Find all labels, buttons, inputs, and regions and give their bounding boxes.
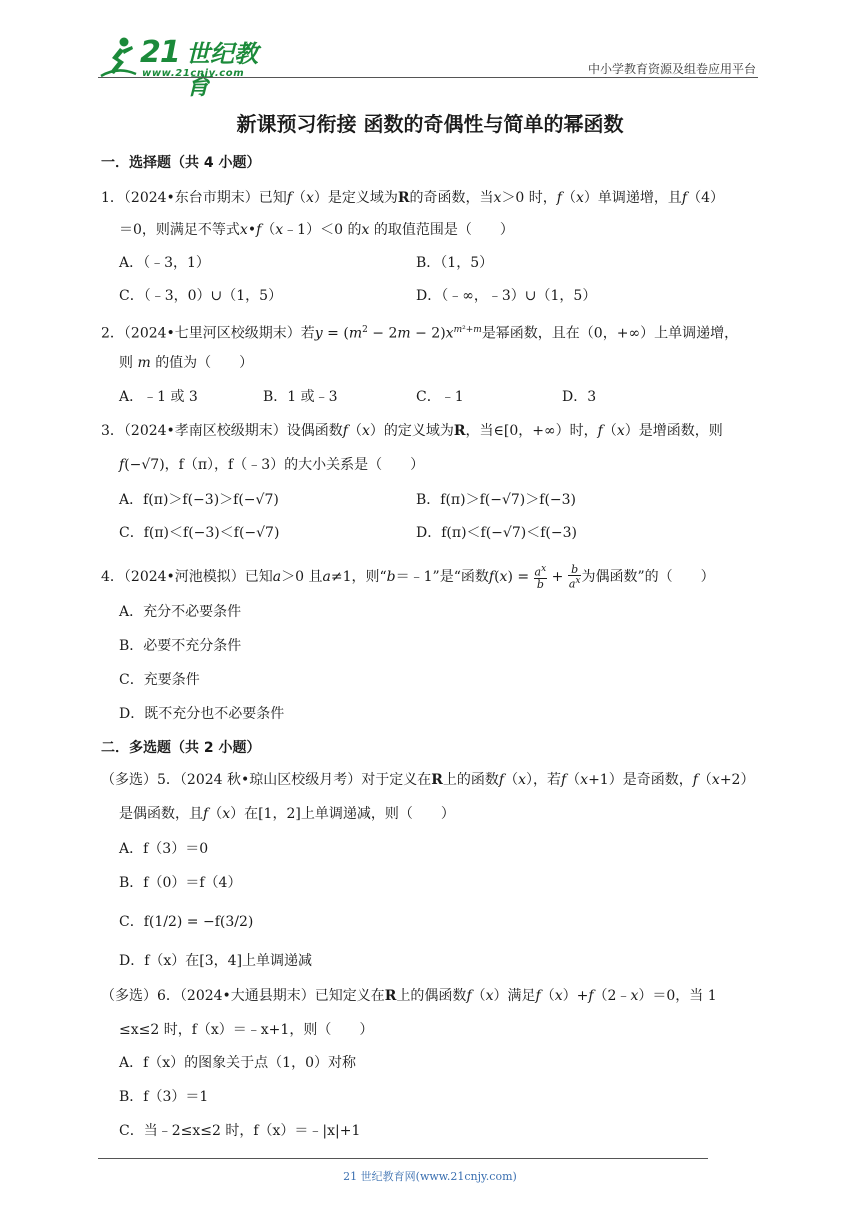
q4-option-d[interactable]: D．既不充分也不必要条件 <box>119 706 285 722</box>
q1-text-a: 1．（2024•东台市期末）已知 <box>101 190 287 206</box>
footer-divider <box>98 1158 708 1159</box>
q2-option-b[interactable]: B．1 或﹣3 <box>263 389 338 405</box>
q5-text-b: 上的函数 <box>442 772 499 788</box>
header-divider <box>98 77 758 78</box>
q2-formula: y <box>314 325 323 342</box>
q1-text-b: 是定义域为 <box>327 190 398 206</box>
q3-text-c: ，当∈[0，+∞）时， <box>465 423 598 439</box>
q2-text-b: 是幂函数，且在（0，+∞）上单调递增， <box>481 325 739 342</box>
page-title: 新课预习衔接 函数的奇偶性与简单的幂函数 <box>236 112 624 136</box>
q6-text-a: （多选）6．（2024•大通县期末）已知定义在 <box>101 988 385 1004</box>
q1-text-i: 的取值范围是（ ） <box>373 222 514 238</box>
question-4-line-1: 4．（2024•河池模拟）已知a＞0 且a≠1，则“b＝﹣1”是“函数f(x) = $\frac{a^x}{b}$ + $\frac{b}{a^x}$ 为偶函数”的（ ） <box>101 563 715 591</box>
q6-option-c[interactable]: C．当﹣2≤x≤2 时，f（x）＝﹣|x|+1 <box>119 1123 361 1139</box>
q3-option-d[interactable]: D．f(π)＜f(−√7)＜f(−3) <box>416 525 577 541</box>
question-3-line-1: 3．（2024•孝南区校级期末）设偶函数f（x）的定义域为R，当∈[0，+∞）时，f（x）是增函数，则 <box>101 423 723 439</box>
q5-text-e: 是偶函数，且 <box>119 806 203 822</box>
q5-text-f: 在[1，2]上单调递减，则（ ） <box>244 806 455 822</box>
q1-text-d: ＞0 时， <box>501 190 557 206</box>
logo-number: 21 <box>140 35 180 70</box>
q1-option-a[interactable]: A．（﹣3，1） <box>119 255 210 271</box>
q5-text-c: ，若 <box>532 772 561 788</box>
q3-text-b: 的定义域为 <box>383 423 454 439</box>
q3-option-b[interactable]: B．f(π)＞f(−√7)＞f(−3) <box>416 492 577 508</box>
section-heading-multi: 二．多选题（共 2 小题） <box>101 740 261 756</box>
q1-text-h: ＜0 的 <box>320 222 362 238</box>
logo-url: www.21cnjy.com <box>142 68 245 79</box>
q4-formula: f <box>488 568 495 585</box>
q4-option-a[interactable]: A．充分不必要条件 <box>119 604 242 620</box>
question-6-line-2: ≤x≤2 时，f（x）＝﹣x+1，则（ ） <box>119 1022 374 1038</box>
q6-text-d: ＝0，当 1 <box>652 988 717 1004</box>
q1-text-f: （4） <box>687 190 724 206</box>
q1-option-d[interactable]: D．（﹣∞，﹣3）∪（1，5） <box>416 288 597 304</box>
q5-text-a: （多选）5．（2024 秋•琼山区校级月考）对于定义在 <box>101 772 432 788</box>
q2-option-c[interactable]: C．﹣1 <box>416 389 464 405</box>
q1-option-b[interactable]: B．（1，5） <box>416 255 494 271</box>
q3-text-a: 3．（2024•孝南区校级期末）设偶函数 <box>101 423 343 439</box>
runner-logo-icon <box>98 36 138 80</box>
question-5-line-2: 是偶函数，且f（x）在[1，2]上单调递减，则（ ） <box>119 806 455 822</box>
q4-text-d: ＝﹣1”是“函数 <box>395 568 489 585</box>
q2-text-a: 2．（2024•七里河区校级期末）若 <box>101 325 315 342</box>
q1-math: f <box>286 190 292 206</box>
footer-text[interactable]: 21 世纪教育网(www.21cnjy.com) <box>343 1170 517 1183</box>
q1-text-g: ＝0，则满足不等式 <box>119 222 240 238</box>
question-6-line-1: （多选）6．（2024•大通县期末）已知定义在R上的偶函数f（x）满足f（x）+f（2﹣x）＝0，当 1 <box>101 988 717 1004</box>
question-2-line-1: 2．（2024•七里河区校级期末）若$y = (m^2 - 2m - 2)x^{m^2+m}$是幂函数，且在（0，+∞）上单调递增， <box>101 325 739 342</box>
q1-text-e: 单调递增，且 <box>597 190 682 206</box>
q2-text-c: 则 <box>119 355 133 371</box>
section-heading-choice: 一．选择题（共 4 小题） <box>101 155 261 171</box>
q4-text-e: 为偶函数”的（ ） <box>581 568 715 585</box>
q1-text-c: 的奇函数，当 <box>409 190 494 206</box>
q4-text-a: 4．（2024•河池模拟）已知 <box>101 568 273 585</box>
q3-option-a[interactable]: A．f(π)＞f(−3)＞f(−√7) <box>119 492 279 508</box>
logo-chinese: 世纪教育 <box>186 40 258 100</box>
q1-option-c[interactable]: C．（﹣3，0）∪（1，5） <box>119 288 283 304</box>
q4-option-b[interactable]: B．必要不充分条件 <box>119 638 242 654</box>
question-5-line-1: （多选）5．（2024 秋•琼山区校级月考）对于定义在R上的函数f（x），若f（x+1）是奇函数，f（x+2） <box>101 772 755 788</box>
q2-text-d: 的值为（ ） <box>155 355 254 371</box>
question-2-line-2: 则 m 的值为（ ） <box>119 355 254 371</box>
q2-option-d[interactable]: D．3 <box>562 389 597 405</box>
q5-option-b[interactable]: B．f（0）＝f（4） <box>119 875 242 891</box>
q4-option-c[interactable]: C．充要条件 <box>119 672 200 688</box>
q6-text-b: 上的偶函数 <box>396 988 467 1004</box>
q5-option-c[interactable]: C．f(1/2) = −f(3/2) <box>119 914 254 930</box>
q4-text-c: ≠1，则“ <box>330 568 387 585</box>
q5-option-d[interactable]: D．f（x）在[3，4]上单调递减 <box>119 953 313 969</box>
question-3-line-2: f(−√7)，f（π），f（﹣3）的大小关系是（ ） <box>119 457 425 473</box>
q6-option-b[interactable]: B．f（3）＝1 <box>119 1089 209 1105</box>
q1-math-r: R <box>397 190 410 206</box>
site-logo <box>98 35 268 100</box>
q5-text-d: 是奇函数， <box>622 772 693 788</box>
header-platform-name: 中小学教育资源及组卷应用平台 <box>587 62 756 76</box>
question-1-line-1: 1．（2024•东台市期末）已知f（x）是定义域为R的奇函数，当x＞0 时，f（x）单调递增，且f（4） <box>101 190 724 206</box>
q6-option-a[interactable]: A．f（x）的图象关于点（1，0）对称 <box>119 1055 357 1071</box>
q6-text-c: 满足 <box>507 988 536 1004</box>
q5-option-a[interactable]: A．f（3）＝0 <box>119 841 209 857</box>
q3-text-e: ，f（π），f（﹣3）的大小关系是（ ） <box>164 457 425 473</box>
q3-text-d: 是增函数，则 <box>638 423 723 439</box>
q4-text-b: ＞0 且 <box>281 568 323 585</box>
q3-option-c[interactable]: C．f(π)＜f(−3)＜f(−√7) <box>119 525 280 541</box>
q2-option-a[interactable]: A．﹣1 或 3 <box>119 389 198 405</box>
question-1-line-2: ＝0，则满足不等式x•f（x﹣1）＜0 的x 的取值范围是（ ） <box>119 222 514 238</box>
